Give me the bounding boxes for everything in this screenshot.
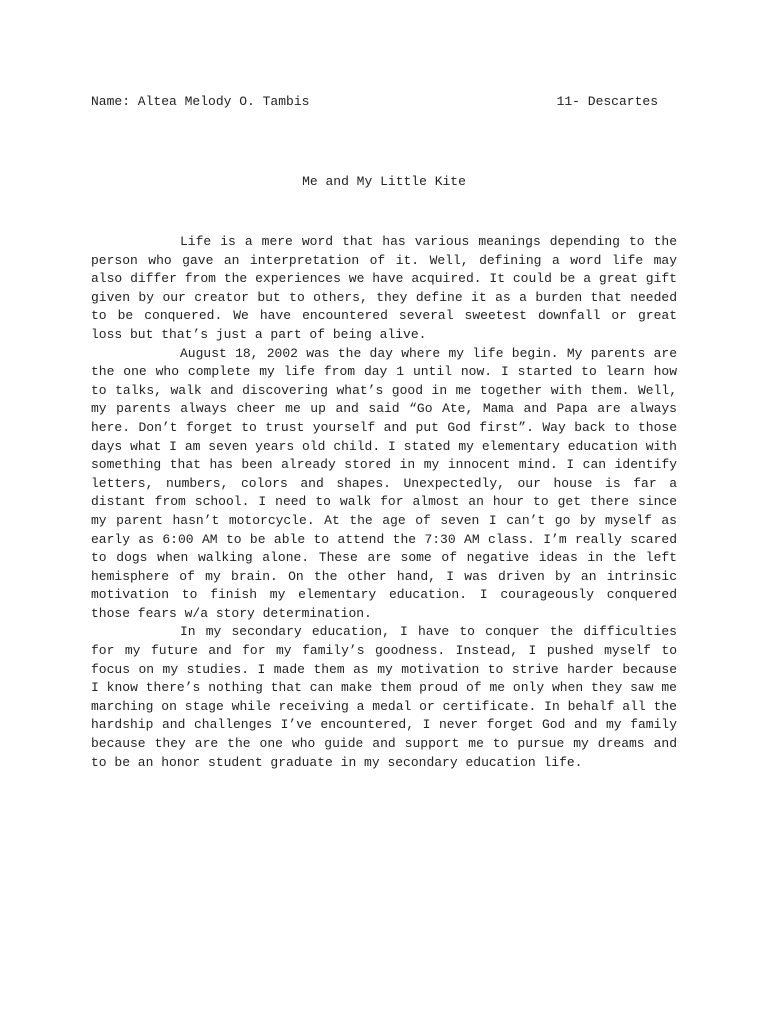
class-section: 11- Descartes [556, 94, 658, 109]
paragraph-1: Life is a mere word that has various meanings depending to the person who gave an interpretation of it. Well, defining a word life may also differ from the experiences we have acquired. It could be a great gift given by our creator but to others, they define it as a burden that needed to be conquered. We have encountered several sweetest downfall or great loss but that’s just a part of being alive. [91, 234, 677, 342]
paragraph-2: August 18, 2002 was the day where my life begin. My parents are the one who complete my life from day 1 until now. I started to learn how to talks, walk and discovering what’s good in me together with them. Well, my parents always cheer me up and said “Go Ate, Mama and Papa are always here. Don’t forget to trust yourself and put God first”. Way back to those days what I am seven years old child. I stated my elementary education with something that has been already stored in my innocent mind. I can identify letters, numbers, colors and shapes. Unexpectedly, our house is far a distant from school. I need to walk for almost an hour to get there since my parent hasn’t motorcycle. At the age of seven I can’t go by myself as early as 6:00 AM to be able to attend the 7:30 AM class. I’m really scared to dogs when walking alone. These are some of negative ideas in the left hemisphere of my brain. On the other hand, I was driven by an intrinsic motivation to finish my elementary education. I courageously conquered those fears w/a story determination. [91, 345, 677, 621]
essay-title: Me and My Little Kite [302, 174, 466, 189]
document-header [91, 94, 658, 112]
author-name-line: Name: Altea Melody O. Tambis [91, 94, 310, 109]
essay-body [91, 233, 677, 772]
paragraph-3: In my secondary education, I have to conquer the difficulties for my future and for my family’s goodness. Instead, I pushed myself to focus on my studies. I made them as my motivation to strive harder because I know there’s nothing that can make them proud of me only when they saw me marching on stage while receiving a medal or certificate. In behalf all the hardship and challenges I’ve encountered, I never forget God and my family because they are the one who guide and support me to pursue my dreams and to be an honor student graduate in my secondary education life. [91, 624, 677, 770]
